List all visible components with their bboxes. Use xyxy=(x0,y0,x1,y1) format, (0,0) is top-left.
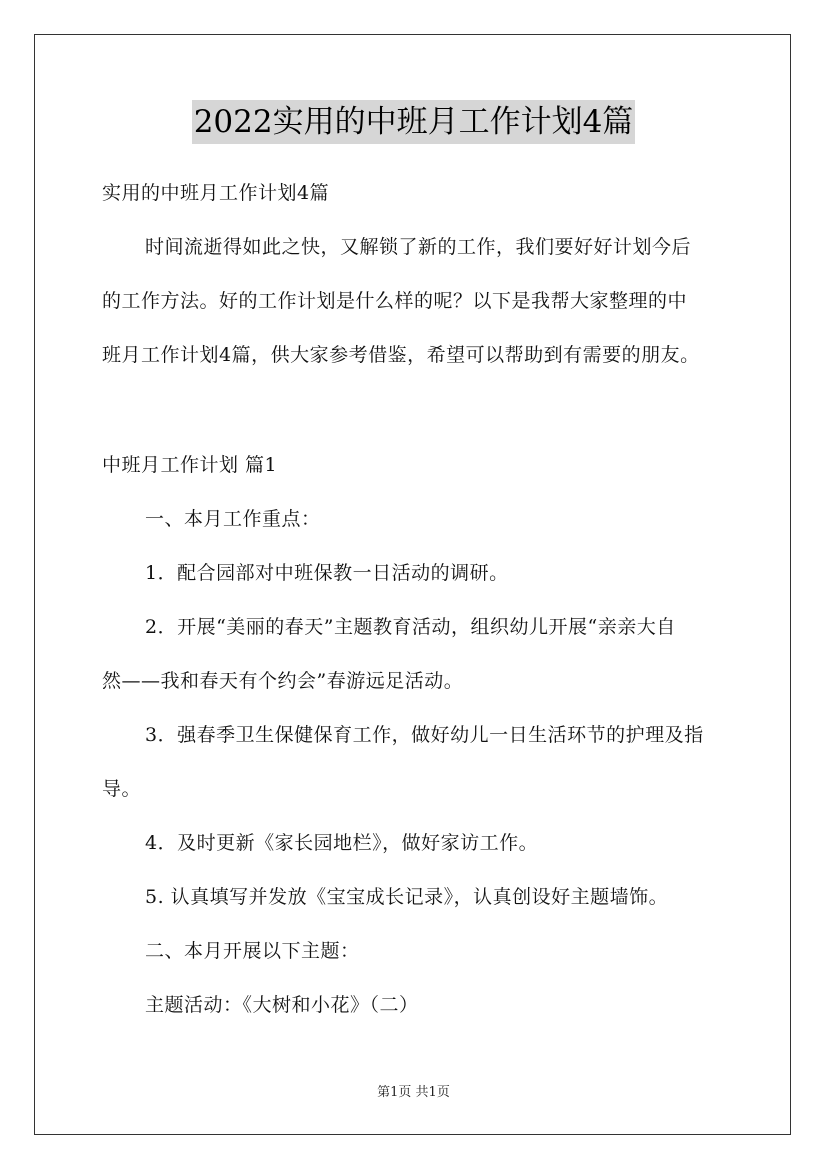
intro-line-3: 班月工作计划4篇，供大家参考借鉴，希望可以帮助到有需要的朋友。 xyxy=(102,344,700,366)
list-item: 2．开展“美丽的春天”主题教育活动，组织幼儿开展“亲亲大自 xyxy=(145,616,676,638)
list-item: 3．强春季卫生保健保育工作，做好幼儿一日生活环节的护理及指 xyxy=(145,724,704,746)
list-item: 导。 xyxy=(102,778,142,800)
page-footer: 第1页 共1页 xyxy=(377,1085,450,1100)
list-item: 4．及时更新《家长园地栏》，做好家访工作。 xyxy=(145,832,539,854)
title-container xyxy=(0,100,827,144)
document-title: 2022实用的中班月工作计划4篇 xyxy=(192,100,636,144)
theme-activity: 主题活动：《大树和小花》（二） xyxy=(145,994,419,1016)
section-heading: 中班月工作计划 篇1 xyxy=(102,454,278,476)
intro-line-2: 的工作方法。好的工作计划是什么样的呢？以下是我帮大家整理的中 xyxy=(102,290,688,312)
list-item: 1．配合园部对中班保教一日活动的调研。 xyxy=(145,562,509,584)
part-heading-2: 二、本月开展以下主题： xyxy=(145,940,360,962)
list-item: 然——我和春天有个约会”春游远足活动。 xyxy=(102,670,464,692)
part-heading-1: 一、本月工作重点： xyxy=(145,508,321,530)
list-item: 5. 认真填写并发放《宝宝成长记录》，认真创设好主题墙饰。 xyxy=(145,886,669,908)
intro-line-1: 时间流逝得如此之快，又解锁了新的工作，我们要好好计划今后 xyxy=(145,236,692,258)
subtitle: 实用的中班月工作计划4篇 xyxy=(102,182,330,204)
